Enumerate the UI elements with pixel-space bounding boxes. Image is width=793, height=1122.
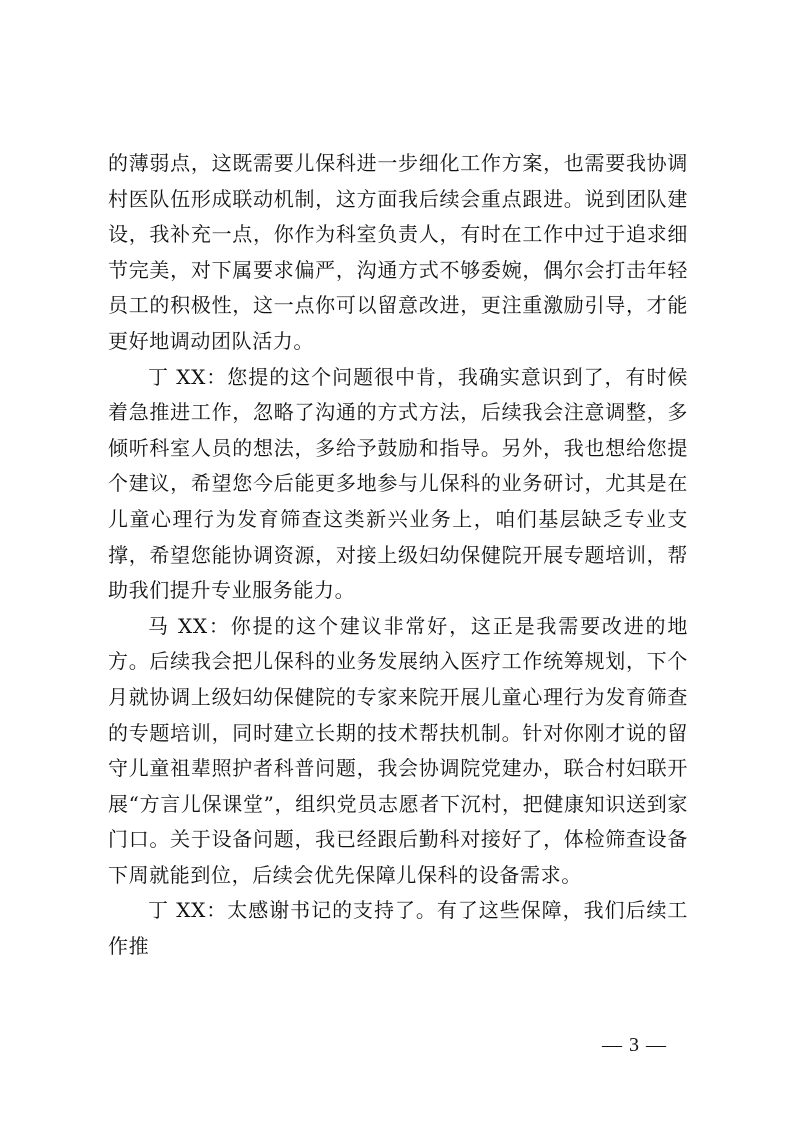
body-text (108, 146, 688, 965)
paragraph-4 (108, 893, 688, 964)
speaker-label: 马 XX： (148, 613, 231, 638)
paragraph-text: 您提的这个问题很中肯，我确实意识到了，有时候着急推进工作，忽略了沟通的方式方法，后续我会注意调整，多倾听科室人员的想法，多给予鼓励和指导。另外，我也想给您提个建议，希望您今后能更多地参与儿保科的业务研讨，尤其是在儿童心理行为发育筛查这类新兴业务上，咱们基层缺乏专业支撑，希望您能协调资源，对接上级妇幼保健院开展专题培训，帮助我们提升专业服务能力。 (108, 364, 689, 603)
speaker-label: 丁 XX： (148, 364, 228, 389)
paragraph-1 (108, 146, 688, 360)
paragraph-3 (108, 609, 688, 894)
page-number: — 3 — (602, 1034, 667, 1056)
paragraph-text: 太感谢书记的支持了。有了这些保障，我们后续工作推 (108, 898, 689, 959)
paragraph-text: 你提的这个建议非常好，这正是我需要改进的地方。后续我会把儿保科的业务发展纳入医疗工作统筹规划，下个月就协调上级妇幼保健院的专家来院开展儿童心理行为发育筛查的专题培训，同时建立长期的技术帮扶机制。针对你刚才说的留守儿童祖辈照护者科普问题，我会协调院党建办，联合村妇联开展“方言儿保课堂”，组织党员志愿者下沉村，把健康知识送到家门口。关于设备问题，我已经跟后勤科对接好了，体检筛查设备下周就能到位，后续会优先保障儿保科的设备需求。 (108, 613, 688, 887)
paragraph-text: 的薄弱点，这既需要儿保科进一步细化工作方案，也需要我协调村医队伍形成联动机制，这方面我后续会重点跟进。说到团队建设，我补充一点，你作为科室负责人，有时在工作中过于追求细节完美，对下属要求偏严，沟通方式不够委婉，偶尔会打击年轻员工的积极性，这一点你可以留意改进，更注重激励引导，才能更好地调动团队活力。 (108, 151, 688, 353)
paragraph-2 (108, 360, 688, 609)
speaker-label: 丁 XX： (148, 898, 228, 923)
